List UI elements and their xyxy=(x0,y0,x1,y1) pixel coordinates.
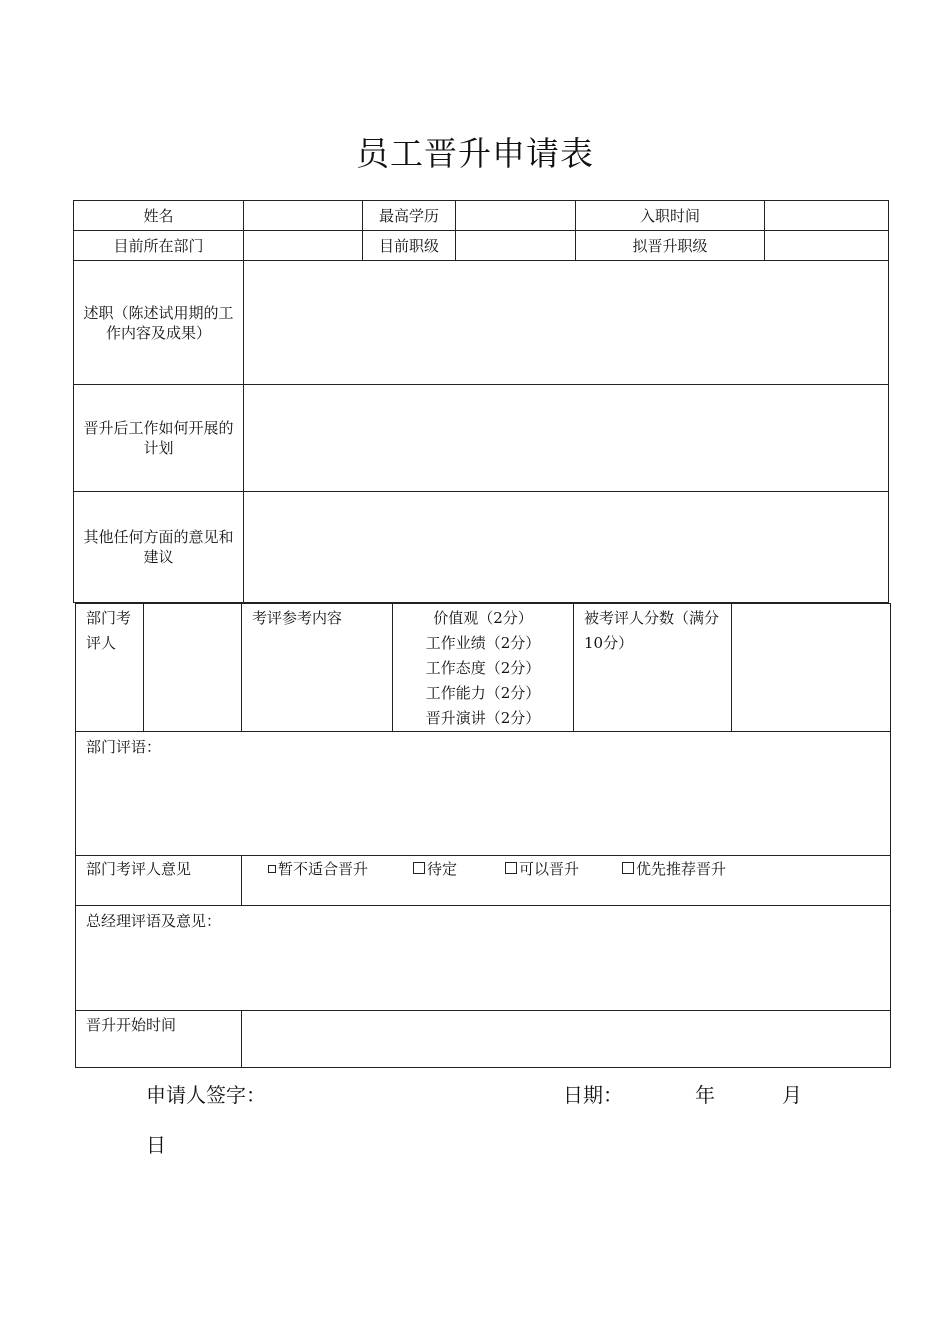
table-row xyxy=(74,261,889,385)
table-row xyxy=(76,604,891,732)
opinion-label: 部门考评人意见 xyxy=(76,856,242,906)
month-label: 月 xyxy=(782,1083,802,1107)
start-time-label: 晋升开始时间 xyxy=(76,1011,242,1068)
dept-comment-field[interactable] xyxy=(76,732,891,856)
hire-date-field[interactable] xyxy=(765,201,889,231)
gm-comment-label: 总经理评语及意见： xyxy=(86,912,222,930)
hire-date-label: 入职时间 xyxy=(576,201,765,231)
opinion-options xyxy=(242,856,891,906)
department-label: 目前所在部门 xyxy=(74,231,244,261)
name-label: 姓名 xyxy=(74,201,244,231)
application-table-bottom xyxy=(75,603,891,1068)
list-item: 工作态度（2分） xyxy=(425,659,541,677)
table-row xyxy=(74,492,889,603)
date-label: 日期： xyxy=(563,1083,623,1107)
reference-label: 考评参考内容 xyxy=(242,604,393,732)
gm-comment-field[interactable] xyxy=(76,906,891,1011)
education-field[interactable] xyxy=(456,201,576,231)
table-row xyxy=(76,1011,891,1068)
dept-comment-label: 部门评语： xyxy=(86,738,162,756)
day-label: 日 xyxy=(146,1133,166,1157)
year-label: 年 xyxy=(695,1083,715,1107)
table-row xyxy=(76,732,891,856)
score-label: 被考评人分数（满分10分） xyxy=(574,604,732,732)
checkbox-icon xyxy=(505,862,517,874)
evaluator-field[interactable] xyxy=(144,604,242,732)
criteria-list xyxy=(393,604,574,732)
name-field[interactable] xyxy=(244,201,363,231)
report-label: 述职（陈述试用期的工作内容及成果） xyxy=(74,261,244,385)
table-row xyxy=(76,906,891,1011)
option-not-suitable[interactable]: 暂不适合晋升 xyxy=(268,859,368,879)
applicant-signature-label: 申请人签字： xyxy=(146,1083,266,1107)
checkbox-icon xyxy=(622,862,634,874)
target-level-label: 拟晋升职级 xyxy=(576,231,765,261)
education-label: 最高学历 xyxy=(363,201,456,231)
list-item: 工作能力（2分） xyxy=(425,684,541,702)
option-can-promote[interactable]: 可以晋升 xyxy=(505,859,579,879)
target-level-field[interactable] xyxy=(765,231,889,261)
page-title: 员工晋升申请表 xyxy=(356,134,594,173)
evaluator-label: 部门考评人 xyxy=(76,604,144,732)
table-row xyxy=(76,856,891,906)
application-table-top xyxy=(73,200,889,603)
option-priority-recommend[interactable]: 优先推荐晋升 xyxy=(622,859,726,879)
list-item: 工作业绩（2分） xyxy=(425,634,541,652)
plan-field[interactable] xyxy=(244,385,889,492)
current-level-field[interactable] xyxy=(456,231,576,261)
checkbox-icon xyxy=(413,862,425,874)
suggestions-field[interactable] xyxy=(244,492,889,603)
list-item: 价值观（2分） xyxy=(433,609,533,627)
table-row xyxy=(74,231,889,261)
table-row xyxy=(74,201,889,231)
start-time-field[interactable] xyxy=(242,1011,891,1068)
department-field[interactable] xyxy=(244,231,363,261)
option-pending[interactable]: 待定 xyxy=(413,859,457,879)
score-field[interactable] xyxy=(732,604,891,732)
suggestions-label: 其他任何方面的意见和建议 xyxy=(74,492,244,603)
table-row xyxy=(74,385,889,492)
plan-label: 晋升后工作如何开展的计划 xyxy=(74,385,244,492)
current-level-label: 目前职级 xyxy=(363,231,456,261)
checkbox-icon xyxy=(268,865,276,873)
report-field[interactable] xyxy=(244,261,889,385)
list-item: 晋升演讲（2分） xyxy=(425,709,541,727)
